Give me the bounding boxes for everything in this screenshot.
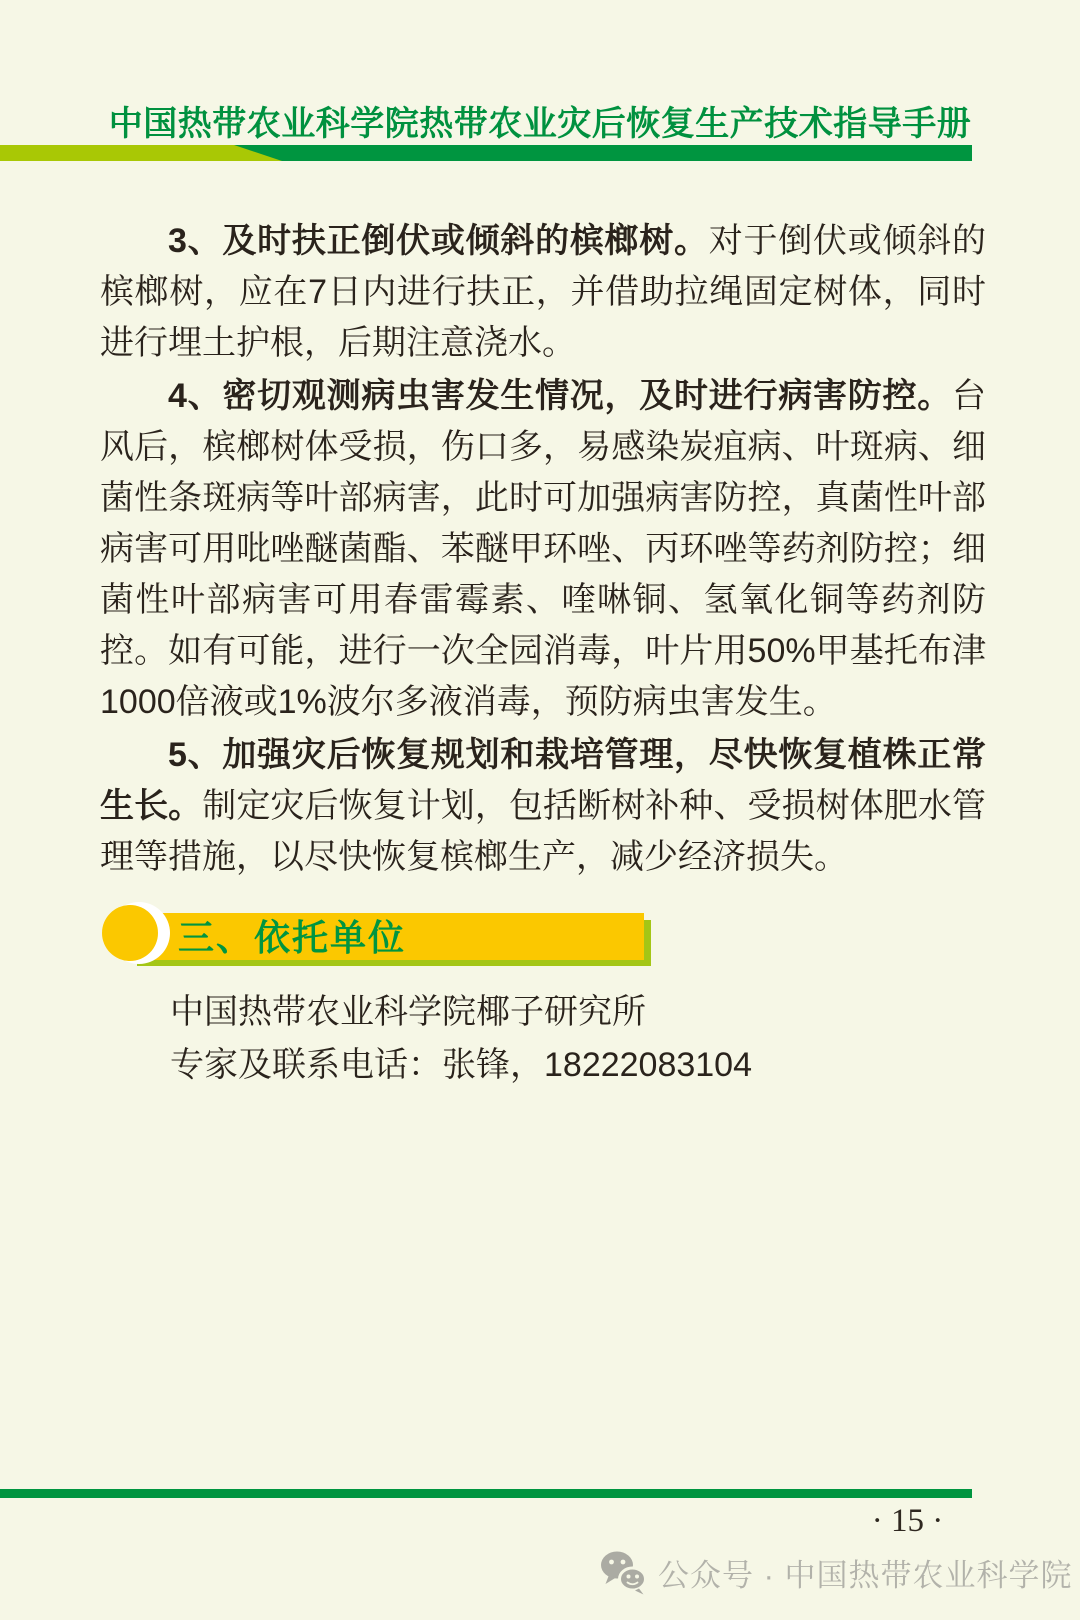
wechat-icon <box>600 1551 648 1595</box>
paragraph-3 <box>100 216 986 369</box>
watermark <box>600 1550 1073 1595</box>
contact-organization: 中国热带农业科学院椰子研究所 <box>170 993 646 1031</box>
header-rule-light-green <box>0 145 282 161</box>
section-title: 三、依托单位 <box>178 917 407 958</box>
paragraph-5-body: 制定灾后恢复计划，包括断树补种、受损树体肥水管理等措施，以尽快恢复槟榔生产，减少经济损失。 <box>100 787 987 876</box>
paragraph-3-body: 对于倒伏或倾斜的槟榔树，应在7日内进行扶正，并借助拉绳固定树体，同时进行埋土护根，后期注意浇水。 <box>100 222 986 362</box>
page-header-title: 中国热带农业科学院热带农业灾后恢复生产技术指导手册 <box>108 105 972 143</box>
contact-block <box>170 986 752 1092</box>
contact-phone: 专家及联系电话：张锋，18222083104 <box>170 1046 753 1084</box>
paragraph-3-lead: 3、及时扶正倒伏或倾斜的槟榔树。 <box>168 222 709 260</box>
section-banner-circle <box>102 905 158 961</box>
body-text-block <box>100 216 986 883</box>
paragraph-4 <box>100 371 986 728</box>
paragraph-5 <box>100 730 986 883</box>
paragraph-4-body: 台风后，槟榔树体受损，伤口多，易感染炭疽病、叶斑病、细菌性条斑病等叶部病害，此时可加强病害防控，真菌性叶部病害可用吡唑醚菌酯、苯醚甲环唑、丙环唑等药剂防控；细菌性叶部病害可用春雷霉素、喹啉铜、氢氧化铜等药剂防控。如有可能，进行一次全园消毒，叶片用50%甲基托布津1000倍液或1%波尔多液消毒，预防病虫害发生。 <box>100 377 986 721</box>
paragraph-4-lead: 4、密切观测病虫害发生情况，及时进行病害防控。 <box>168 377 952 415</box>
paragraph-5-lead: 5、加强灾后恢复规划和栽培管理，尽快恢复植株正常生长。 <box>100 736 986 825</box>
page-number: · 15 · <box>871 1503 944 1539</box>
footer-rule-green <box>0 1489 972 1498</box>
watermark-text: 公众号 · 中国热带农业科学院 <box>658 1558 1073 1593</box>
